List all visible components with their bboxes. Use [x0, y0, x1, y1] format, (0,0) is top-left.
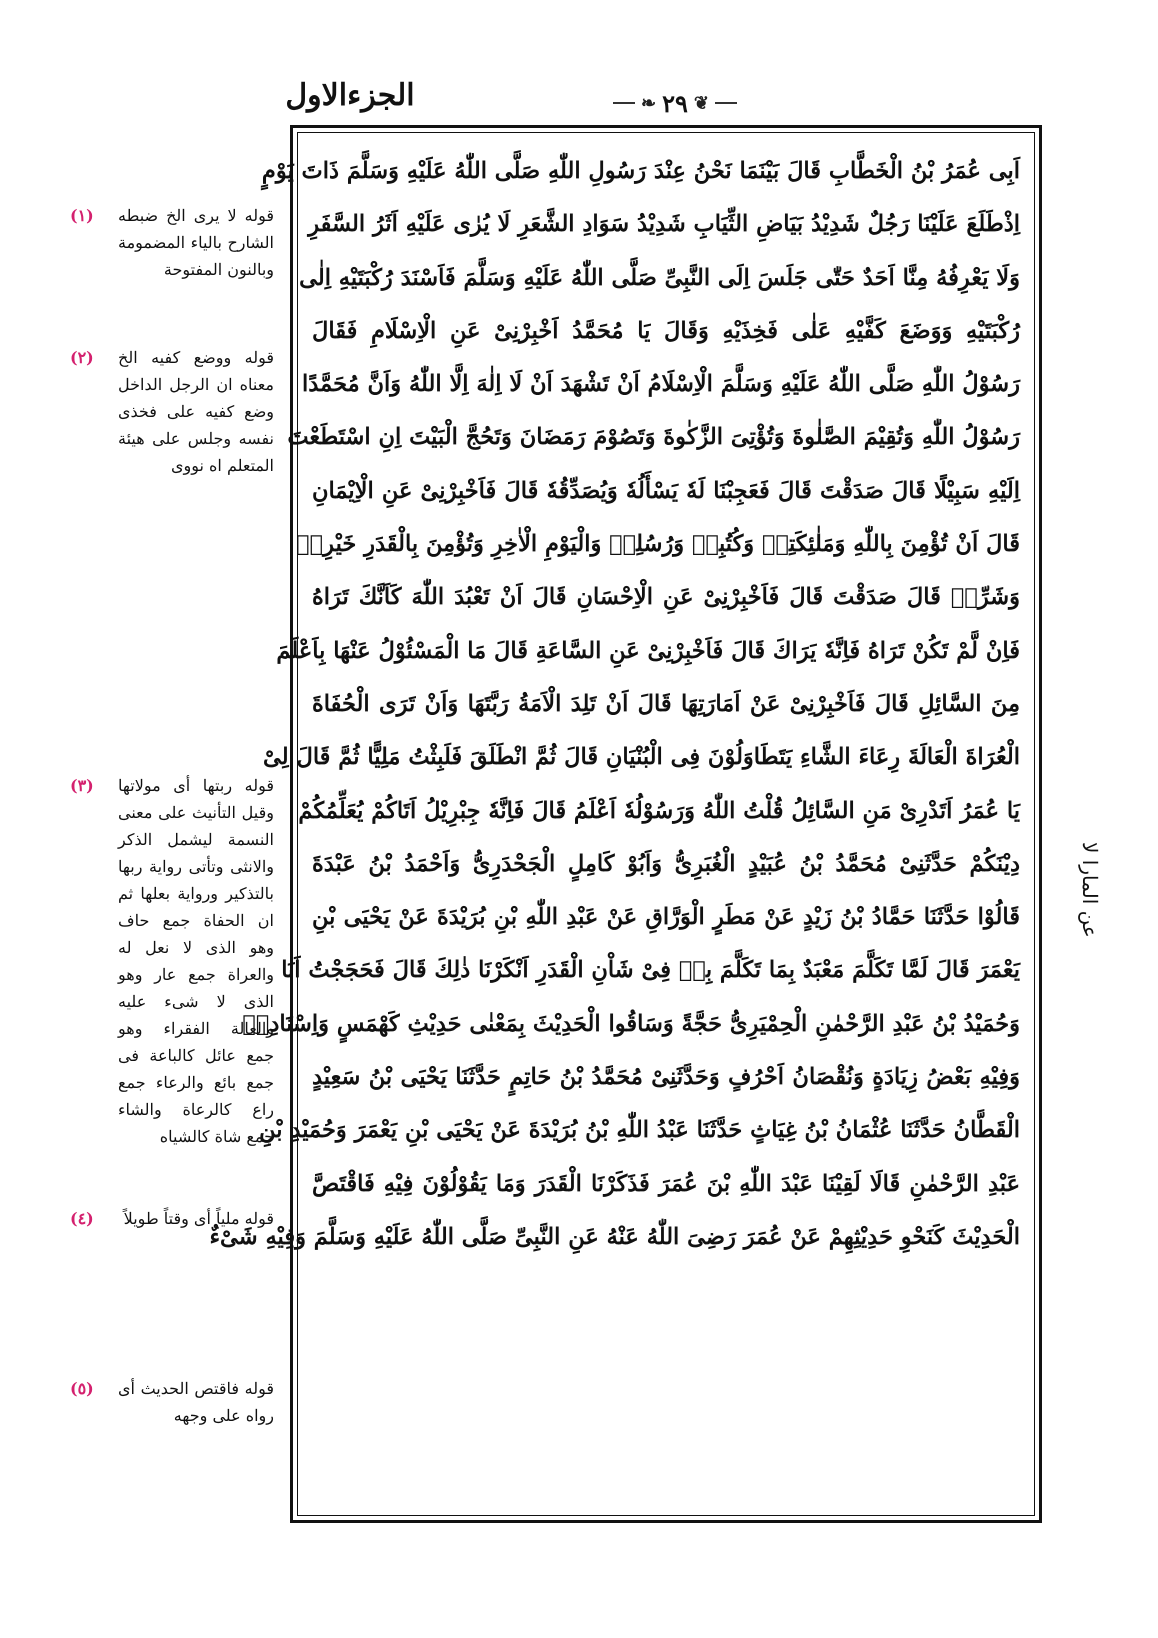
margin-note: [70, 1205, 274, 1232]
ornament-line-right: [613, 102, 635, 104]
hadith-text: [209, 145, 1034, 1507]
text-line: وَحُمَیْدُ بْنُ عَبْدِ الرَّحْمٰنِ الْحِمْیَرِیُّ حَجَّةً وَسَاقُوا الْحَدِیْثَ بِمَعْنٰی حَدِیْثِ كَهْمَسٍ وَاِسْنَادِهٖ: [242, 1010, 1020, 1037]
note-text: قوله ووضع كفیه الخ معناه ان الرجل الداخل وضع كفیه علی فخذی نفسه وجلس علی هیئة المتعلم اه نووی: [118, 348, 274, 475]
note-text: قوله ربتها أی مولاتها وقیل التأنیث علی معنی النسمة لیشمل الذكر والانثی وتأتی روایة ربها بالتذكیر وروایة بعلها ثم ان الحفاة جمع حاف وهو الذی لا نعل له والعراة جمع عار وهو الذی لا شیء علیه والعالة الفقراء وهو جمع عائل كالباعة فی جمع بائع والرعاء جمع راع كالرعاة والشاء جمع شاة كالشیاه: [118, 776, 274, 1146]
text-line: اِذْطَلَعَ عَلَیْنَا رَجُلٌ شَدِیْدُ بَیَاضِ الثِّیَابِ شَدِیْدُ سَوَادِ الشَّعَرِ لَا یُرٰی عَلَیْهِ اَثَرُ السَّفَرِ: [308, 211, 1020, 238]
note-text: قوله ملیاً أی وقتاً طویلاً: [123, 1209, 274, 1228]
text-line: دِیْنَكُمْ حَدَّثَنِیْ مُحَمَّدُ بْنُ عُبَیْدٍ الْغُبَرِیُّ وَاَبُوْ كَامِلٍ الْجَحْدَرِیُّ وَاَحْمَدُ بْنُ عَبْدَةَ: [312, 850, 1020, 877]
note-number: (٢): [70, 348, 94, 367]
ornament-line-left: [715, 102, 737, 104]
page-number-header: [600, 86, 750, 120]
text-line: اِلَیْهِ سَبِیْلًا قَالَ صَدَقْتَ قَالَ فَعَجِبْنَا لَهٗ یَسْأَلُهٗ وَیُصَدِّقُهٗ قَالَ فَاَخْبِرْنِیْ عَنِ الْاِیْمَانِ: [312, 477, 1020, 504]
note-text: قوله فاقتص الحدیث أی رواه علی وجهه: [118, 1379, 274, 1425]
text-line: الْعُرَاةَ الْعَالَةَ رِعَاءَ الشَّاءِ یَتَطَاوَلُوْنَ فِی الْبُنْیَانِ قَالَ ثُمَّ انْطَلَقَ فَلَبِثْتُ مَلِیًّا ثُمَّ قَالَ لِیْ: [263, 744, 1020, 771]
page-number: ٢٩: [662, 88, 688, 118]
text-line: [312, 1264, 1020, 1317]
note-number: (١): [70, 206, 94, 225]
text-line: الْقَطَّانُ حَدَّثَنَا عُثْمَانُ بْنُ غِیَاثٍ حَدَّثَنَا عَبْدُ اللّٰهِ بْنُ بُرَیْدَةَ عَنْ یَحْیَی بْنِ یَعْمَرَ وَحُمَیْدِ بْنِ: [259, 1117, 1020, 1144]
text-line: قَالَ اَنْ تُؤْمِنَ بِاللّٰهِ وَمَلٰئِكَتِهٖ وَكُتُبِهٖ وَرُسُلِهٖ وَالْیَوْمِ الْاٰخِرِ وَتُؤْمِنَ بِالْقَدَرِ خَیْرِهٖ: [296, 531, 1020, 558]
text-line: رَسُوْلُ اللّٰهِ صَلَّی اللّٰهُ عَلَیْهِ وَسَلَّمَ الْاِسْلَامُ اَنْ تَشْهَدَ اَنْ لَا اِلٰهَ اِلَّا اللّٰهُ وَاَنَّ مُحَمَّدًا: [302, 371, 1020, 398]
ornament-right-icon: ❧: [641, 92, 657, 114]
note-number: (٣): [70, 776, 94, 795]
text-line: [312, 1371, 1020, 1424]
main-text-frame: [209, 125, 1042, 1523]
side-margin-label: عن المارا ﻻ: [1078, 842, 1102, 938]
margin-note: [70, 1375, 274, 1429]
note-number: (٥): [70, 1379, 94, 1398]
text-line: فَاِنْ لَّمْ تَكُنْ تَرَاهُ فَاِنَّهٗ یَرَاكَ قَالَ فَاَخْبِرْنِیْ عَنِ السَّاعَةِ قَالَ مَا الْمَسْئُوْلُ عَنْهَا بِاَعْلَمَ: [276, 637, 1020, 664]
text-line: [312, 1318, 1020, 1371]
ornament-left-icon: ❦: [693, 92, 709, 114]
note-number: (٤): [70, 1209, 94, 1228]
text-line: رَسُوْلُ اللّٰهِ وَتُقِیْمَ الصَّلٰوةَ وَتُؤْتِیَ الزَّكٰوةَ وَتَصُوْمَ رَمَضَانَ وَتَحُجَّ الْبَیْتَ اِنِ اسْتَطَعْتَ: [287, 424, 1020, 451]
text-line: قَالُوْا حَدَّثَنَا حَمَّادُ بْنُ زَیْدٍ عَنْ مَطَرٍ الْوَرَّاقِ عَنْ عَبْدِ اللّٰهِ بْنِ بُرَیْدَةَ عَنْ یَحْیَی بْنِ: [312, 904, 1020, 931]
text-line: الْحَدِیْثَ كَنَحْوِ حَدِیْثِهِمْ عَنْ عُمَرَ رَضِیَ اللّٰهُ عَنْهُ عَنِ النَّبِیِّ صَلَّی اللّٰهُ عَلَیْهِ وَسَلَّمَ وَفِیْهِ شَیْءٌ: [209, 1223, 1020, 1250]
text-line: یَعْمَرَ قَالَ لَمَّا تَكَلَّمَ مَعْبَدٌ بِمَا تَكَلَّمَ بِهٖ فِیْ شَاْنِ الْقَدَرِ اَنْكَرْنَا ذٰلِكَ قَالَ فَحَجَجْتُ اَنَا: [281, 957, 1020, 984]
text-line: اَبِی عُمَرُ بْنُ الْخَطَّابِ قَالَ بَیْنَمَا نَحْنُ عِنْدَ رَسُولِ اللّٰهِ صَلَّی اللّٰهُ عَلَیْهِ وَسَلَّمَ ذَاتَ یَوْمٍ: [261, 158, 1020, 184]
part-title: الجزءالاول: [285, 78, 415, 113]
text-line: مِنَ السَّائِلِ قَالَ فَاَخْبِرْنِیْ عَنْ اَمَارَتِهَا قَالَ اَنْ تَلِدَ الْاَمَةُ رَبَّتَهَا وَاَنْ تَرَی الْحُفَاةَ: [312, 690, 1020, 717]
margin-note: [70, 202, 274, 283]
text-line: وَفِیْهِ بَعْضُ زِیَادَةٍ وَنُقْصَانُ اَحْرُفٍ وَحَدَّثَنِیْ مُحَمَّدُ بْنُ حَاتِمٍ حَدَّثَنَا یَحْیَی بْنُ سَعِیْدٍ: [312, 1064, 1020, 1091]
text-line: عَبْدِ الرَّحْمٰنِ قَالَا لَقِیْنَا عَبْدَ اللّٰهِ بْنَ عُمَرَ فَذَكَرْنَا الْقَدَرَ وَمَا یَقُوْلُوْنَ فِیْهِ فَاقْتَصَّ: [312, 1170, 1020, 1197]
text-line: وَشَرِّهٖ قَالَ صَدَقْتَ قَالَ فَاَخْبِرْنِیْ عَنِ الْاِحْسَانِ قَالَ اَنْ تَعْبُدَ اللّٰهَ كَاَنَّكَ تَرَاهُ: [312, 584, 1020, 611]
text-line: وَلَا یَعْرِفُهُ مِنَّا اَحَدٌ حَتّٰی جَلَسَ اِلَی النَّبِیِّ صَلَّی اللّٰهُ عَلَیْهِ وَسَلَّمَ فَاَسْنَدَ رُكْبَتَیْهِ اِلٰی: [299, 264, 1020, 291]
text-line: رُكْبَتَیْهِ وَوَضَعَ كَفَّیْهِ عَلٰی فَخِذَیْهِ وَقَالَ یَا مُحَمَّدُ اَخْبِرْنِیْ عَنِ الْاِسْلَامِ فَقَالَ: [312, 317, 1020, 344]
text-line: [312, 1424, 1020, 1477]
margin-note: [70, 772, 274, 1150]
margin-note: [70, 344, 274, 479]
main-text-inner-frame: [209, 132, 1035, 1516]
text-line: یَا عُمَرُ اَتَدْرِیْ مَنِ السَّائِلُ قُلْتُ اللّٰهُ وَرَسُوْلُهٗ اَعْلَمُ قَالَ فَاِنَّهٗ جِبْرِیْلُ اَتَاكُمْ یُعَلِّمُكُمْ: [298, 797, 1020, 824]
note-text: قوله لا یری الخ ضبطه الشارح بالیاء المضمومة وبالنون المفتوحة: [118, 206, 274, 279]
text-line: [312, 1477, 1020, 1530]
